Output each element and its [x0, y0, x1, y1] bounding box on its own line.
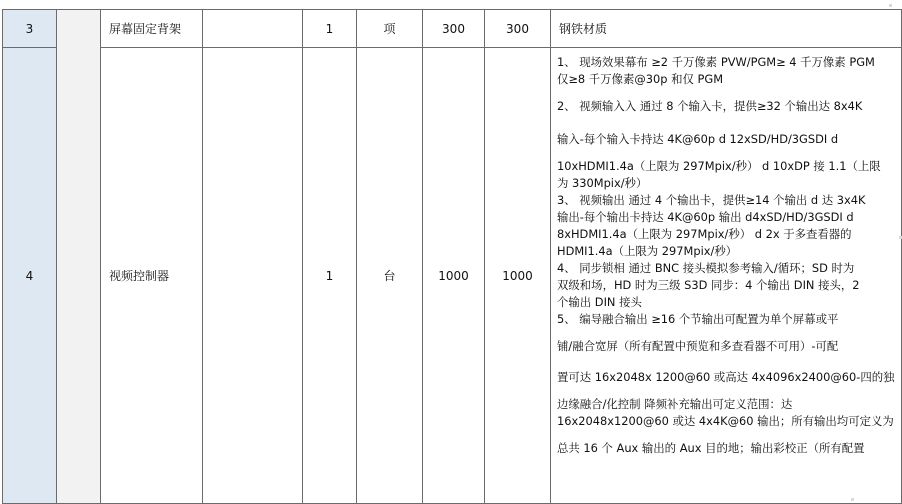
spec-line: 置可达 16x2048x 1200@60 或高达 4x4096x2400@60-四的独 [557, 370, 895, 384]
spec-text: 钢铁材质 [559, 22, 608, 36]
spec-line: 边缘融合/化控制 降频补充输出可定义范围：达 [557, 397, 793, 411]
cell-unit[interactable]: 项 [357, 10, 423, 48]
cell-item-name[interactable]: 视频控制器 [101, 48, 203, 504]
spec-line: 仅≥8 千万像素@30p 和仅 PGM [557, 72, 724, 86]
spec-line: HDMI1.4a（上限为 297Mpix/秒） [557, 244, 738, 258]
cell-quantity[interactable]: 1 [303, 10, 357, 48]
spec-line: 2、 视频输入入 通过 8 个输入卡，提供≥32 个输出达 8x4K [557, 99, 863, 113]
spec-line: 铺/融合宽屏（所有配置中预览和多查看器不可用）-可配 [557, 339, 839, 353]
spec-line: 3、 视频输出 通过 4 个输出卡，提供≥14 个输出 d 达 3x4K [557, 193, 866, 207]
spec-line: 为 330Mpix/秒） [557, 176, 648, 190]
cell-item-name[interactable]: 屏幕固定背架 [101, 10, 203, 48]
spec-line: 5、 编导融合输出 ≥16 个节输出可配置为单个屏幕或平 [557, 312, 839, 326]
spec-line: 个输出 DIN 接头 [557, 295, 642, 309]
cell-parameter[interactable] [203, 48, 303, 504]
cell-total-price[interactable]: 300 [485, 10, 551, 48]
cell-spec[interactable] [551, 48, 902, 504]
cell-quantity[interactable]: 1 [303, 48, 357, 504]
spec-line: 8xHDMI1.4a（上限为 297Mpix/秒） d 2x 于多查看器的 [557, 227, 852, 241]
table-row[interactable] [3, 48, 902, 504]
spec-line: 16x2048x1200@60 或达 4x4K@60 输出；所有输出均可定义为 [557, 414, 894, 428]
cell-unit-price[interactable]: 300 [423, 10, 485, 48]
cell-total-price[interactable]: 1000 [485, 48, 551, 504]
selection-handle[interactable] [889, 4, 892, 7]
spec-line: 10xHDMI1.4a（上限为 297Mpix/秒） d 10xDP 接 1.1（上限 [557, 159, 881, 173]
cell-spec[interactable] [551, 10, 902, 48]
selection-handle[interactable] [851, 498, 854, 501]
cell-unit[interactable]: 台 [357, 48, 423, 504]
cell-merged-blank[interactable] [57, 10, 101, 504]
spec-line: 1、 现场效果幕布 ≥2 千万像素 PVW/PGM≥ 4 千万像素 PGM [557, 55, 875, 69]
spec-line: 输入-每个输入卡持达 4K@60p d 12xSD/HD/3GSDI d [557, 132, 839, 146]
spec-line: 总共 16 个 Aux 输出的 Aux 目的地；输出彩校正（所有配置 [557, 441, 865, 455]
cell-index[interactable]: 3 [3, 10, 57, 48]
spec-line: 输出-每个输出卡持达 4K@60p 输出 d4xSD/HD/3GSDI d [557, 210, 854, 224]
cell-unit-price[interactable]: 1000 [423, 48, 485, 504]
table-row[interactable] [3, 10, 902, 48]
cell-parameter[interactable] [203, 10, 303, 48]
equipment-table [2, 9, 902, 504]
cell-index[interactable]: 4 [3, 48, 57, 504]
spec-line: 4、 同步锁相 通过 BNC 接头模拟参考输入/循环；SD 时为 [557, 261, 855, 275]
spec-line: 双级和场，HD 时为三级 S3D 同步：4 个输出 DIN 接头，2 [557, 278, 860, 292]
